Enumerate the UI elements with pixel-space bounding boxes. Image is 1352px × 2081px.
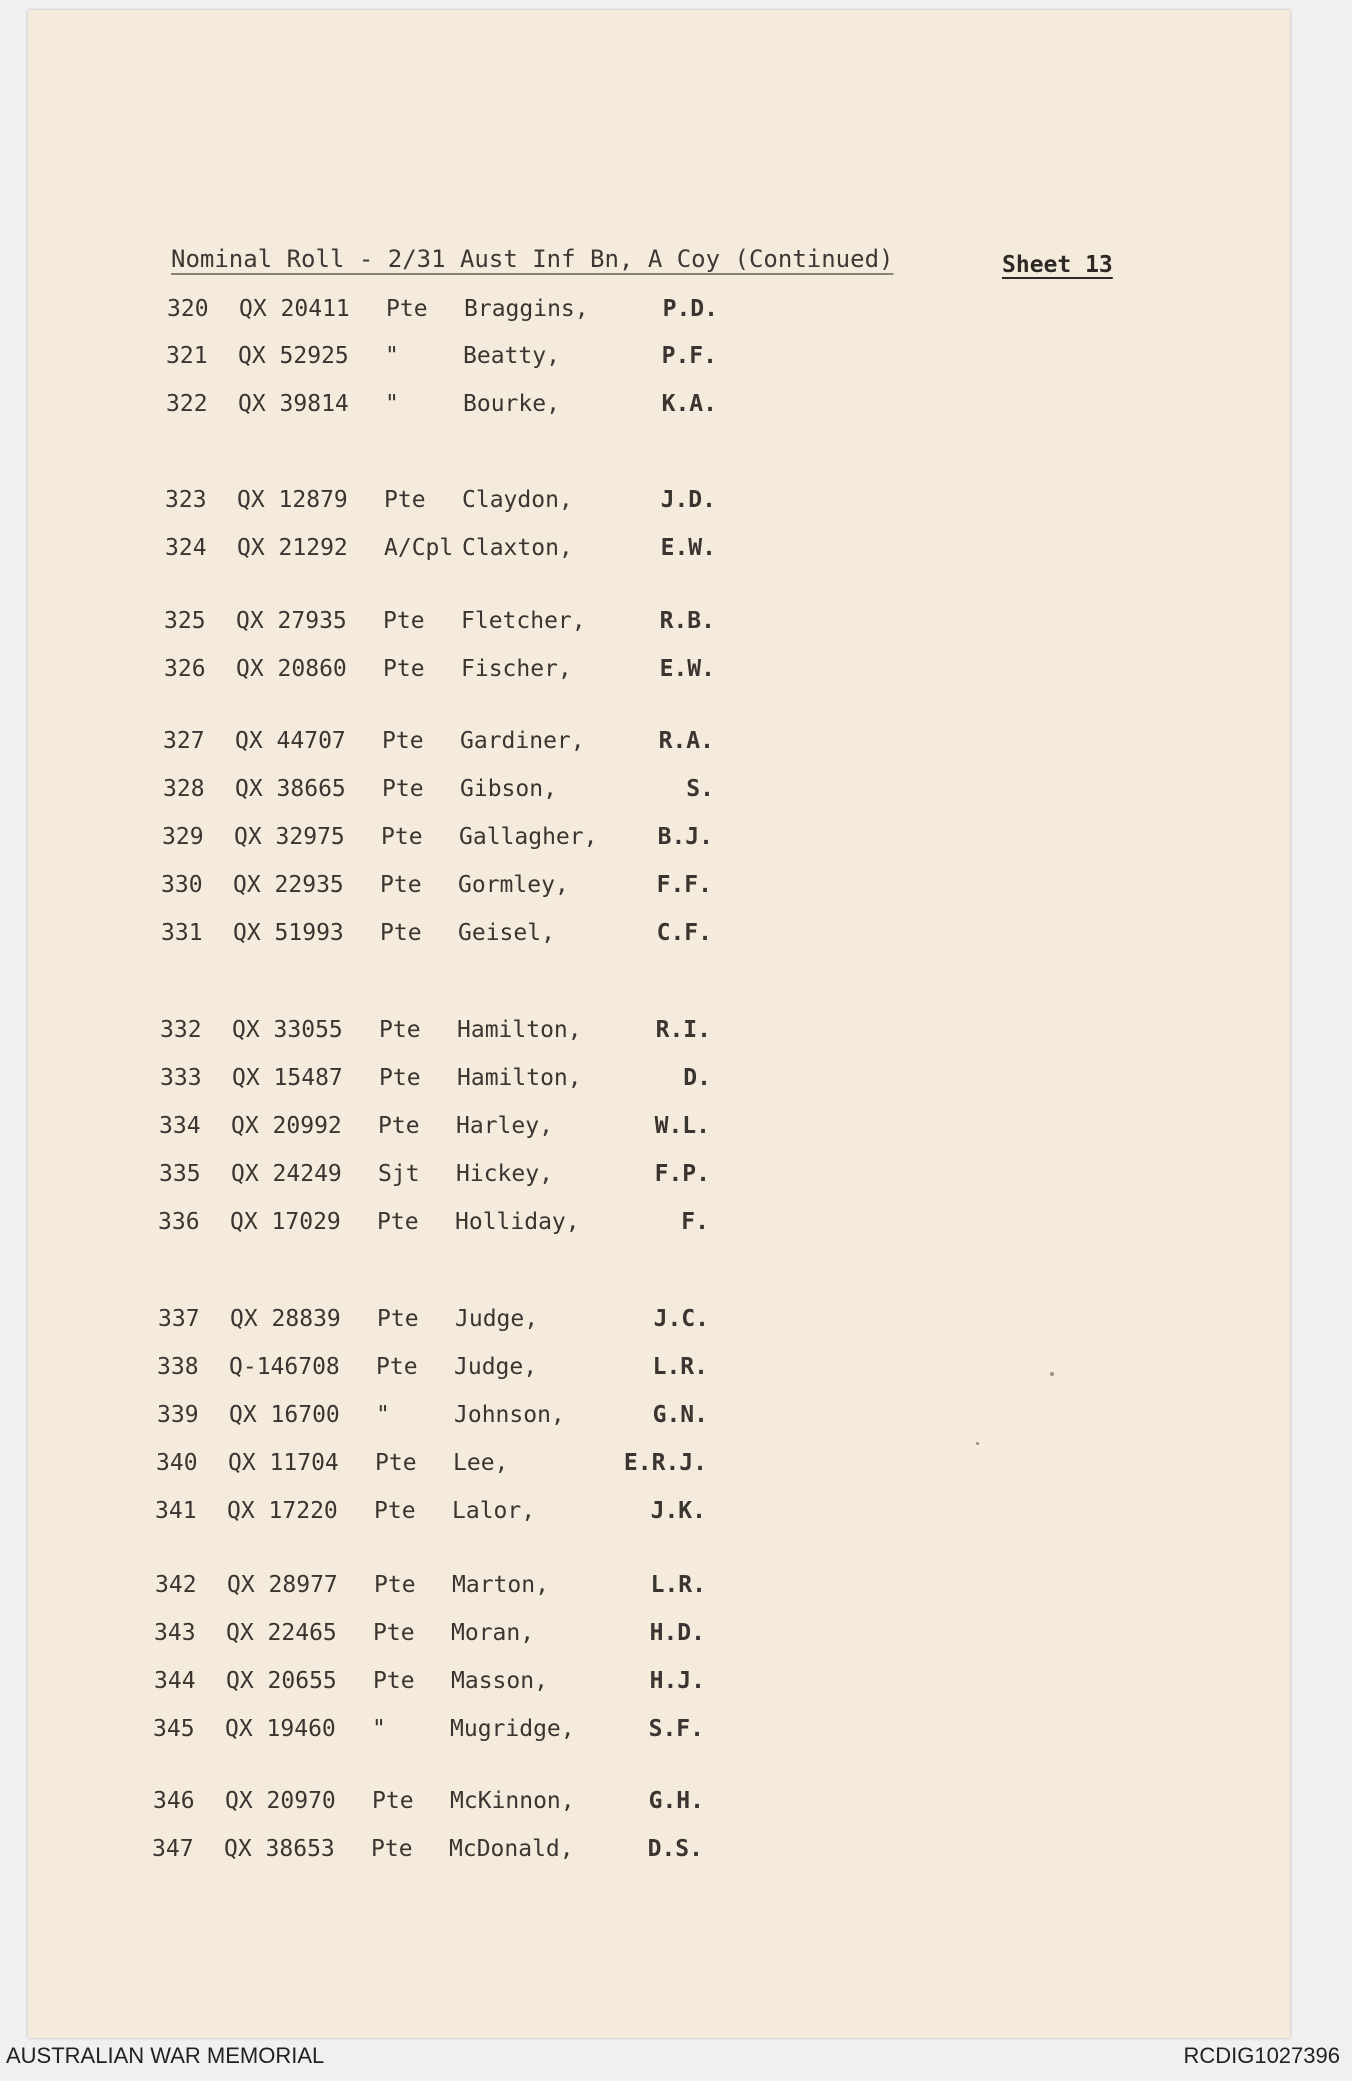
roll-row bbox=[20, 1113, 820, 1147]
initials: D.S. bbox=[647, 1836, 703, 1862]
initials: L.R. bbox=[652, 1354, 708, 1380]
roll-row bbox=[27, 343, 827, 377]
initials: D. bbox=[683, 1065, 711, 1091]
rank: Pte bbox=[382, 776, 424, 802]
surname: Claxton, bbox=[462, 535, 573, 561]
surname: Harley, bbox=[456, 1113, 553, 1139]
surname: McKinnon, bbox=[450, 1788, 575, 1814]
rank: Pte bbox=[375, 1450, 417, 1476]
surname: McDonald, bbox=[449, 1836, 574, 1862]
initials: C.F. bbox=[656, 920, 712, 946]
initials: L.R. bbox=[650, 1572, 706, 1598]
rank: Pte bbox=[371, 1836, 413, 1862]
roll-row bbox=[21, 1065, 821, 1099]
roll-row bbox=[25, 608, 825, 642]
surname: Claydon, bbox=[462, 487, 573, 513]
roll-row bbox=[28, 296, 828, 330]
service-number: QX 20970 bbox=[225, 1788, 336, 1814]
roll-row bbox=[27, 391, 827, 425]
archive-reference: RCDIG1027396 bbox=[1183, 2043, 1340, 2068]
roll-row bbox=[17, 1450, 817, 1484]
roll-row bbox=[19, 1209, 819, 1243]
service-line-number: 347 bbox=[152, 1836, 194, 1862]
initials: R.B. bbox=[659, 608, 715, 634]
service-number: QX 17029 bbox=[230, 1209, 341, 1235]
roll-row bbox=[18, 1402, 818, 1436]
initials: J.C. bbox=[653, 1306, 709, 1332]
service-line-number: 324 bbox=[165, 535, 207, 561]
roll-row bbox=[13, 1836, 813, 1870]
service-line-number: 334 bbox=[159, 1113, 201, 1139]
service-number: QX 38653 bbox=[224, 1836, 335, 1862]
service-line-number: 343 bbox=[154, 1620, 196, 1646]
rank: " bbox=[385, 343, 399, 369]
service-number: QX 17220 bbox=[227, 1498, 338, 1524]
surname: Judge, bbox=[454, 1354, 538, 1380]
service-line-number: 336 bbox=[158, 1209, 200, 1235]
surname: Bourke, bbox=[463, 391, 560, 417]
initials: F.P. bbox=[654, 1161, 710, 1187]
service-number: QX 32975 bbox=[234, 824, 345, 850]
service-number: QX 28839 bbox=[230, 1306, 341, 1332]
roll-row bbox=[14, 1716, 814, 1750]
service-number: QX 38665 bbox=[235, 776, 346, 802]
surname: Moran, bbox=[451, 1620, 535, 1646]
initials: P.F. bbox=[661, 343, 717, 369]
service-number: QX 16700 bbox=[229, 1402, 340, 1428]
service-line-number: 331 bbox=[161, 920, 203, 946]
initials: H.J. bbox=[649, 1668, 705, 1694]
rank: Pte bbox=[379, 1065, 421, 1091]
rank: Pte bbox=[383, 656, 425, 682]
initials: H.D. bbox=[649, 1620, 705, 1646]
roll-row bbox=[15, 1668, 815, 1702]
rank: " bbox=[376, 1402, 390, 1428]
rank: Pte bbox=[373, 1620, 415, 1646]
service-number: QX 27935 bbox=[236, 608, 347, 634]
service-line-number: 335 bbox=[159, 1161, 201, 1187]
service-number: QX 44707 bbox=[235, 728, 346, 754]
service-number: QX 20655 bbox=[226, 1668, 337, 1694]
rank: Pte bbox=[374, 1498, 416, 1524]
surname: Gardiner, bbox=[460, 728, 585, 754]
document-page bbox=[28, 10, 1290, 2038]
service-line-number: 339 bbox=[157, 1402, 199, 1428]
initials: J.D. bbox=[660, 487, 716, 513]
rank: " bbox=[372, 1716, 386, 1742]
rank: Pte bbox=[376, 1354, 418, 1380]
initials: B.J. bbox=[657, 824, 713, 850]
service-line-number: 322 bbox=[166, 391, 208, 417]
rank: Pte bbox=[383, 608, 425, 634]
initials: E.R.J. bbox=[623, 1450, 707, 1476]
initials: W.L. bbox=[654, 1113, 710, 1139]
service-number: QX 22465 bbox=[226, 1620, 337, 1646]
initials: E.W. bbox=[660, 535, 716, 561]
rank: Pte bbox=[380, 872, 422, 898]
initials: G.N. bbox=[652, 1402, 708, 1428]
surname: Marton, bbox=[452, 1572, 549, 1598]
service-number: QX 11704 bbox=[228, 1450, 339, 1476]
service-line-number: 320 bbox=[167, 296, 209, 322]
roll-row bbox=[22, 920, 822, 954]
initials: E.W. bbox=[659, 656, 715, 682]
service-number: QX 20411 bbox=[239, 296, 350, 322]
roll-row bbox=[23, 824, 823, 858]
rank: Sjt bbox=[378, 1161, 420, 1187]
rank: Pte bbox=[379, 1017, 421, 1043]
paper-speck bbox=[1050, 1372, 1054, 1376]
roll-row bbox=[22, 872, 822, 906]
paper-speck bbox=[976, 1442, 979, 1445]
surname: Gallagher, bbox=[459, 824, 598, 850]
roll-row bbox=[26, 535, 826, 569]
service-number: QX 12879 bbox=[237, 487, 348, 513]
surname: Fletcher, bbox=[461, 608, 586, 634]
surname: Geisel, bbox=[458, 920, 555, 946]
rank: Pte bbox=[373, 1668, 415, 1694]
initials: R.A. bbox=[658, 728, 714, 754]
initials: S.F. bbox=[648, 1716, 704, 1742]
archive-credit: AUSTRALIAN WAR MEMORIAL bbox=[6, 2043, 325, 2068]
rank: Pte bbox=[382, 728, 424, 754]
service-line-number: 340 bbox=[156, 1450, 198, 1476]
service-line-number: 338 bbox=[157, 1354, 199, 1380]
surname: Braggins, bbox=[464, 296, 589, 322]
service-line-number: 328 bbox=[163, 776, 205, 802]
roll-row bbox=[19, 1306, 819, 1340]
surname: Beatty, bbox=[463, 343, 560, 369]
roll-row bbox=[21, 1017, 821, 1051]
surname: Holliday, bbox=[455, 1209, 580, 1235]
service-number: QX 22935 bbox=[233, 872, 344, 898]
surname: Johnson, bbox=[454, 1402, 565, 1428]
surname: Hamilton, bbox=[457, 1065, 582, 1091]
service-line-number: 325 bbox=[164, 608, 206, 634]
service-line-number: 330 bbox=[161, 872, 203, 898]
service-line-number: 321 bbox=[166, 343, 208, 369]
service-line-number: 344 bbox=[154, 1668, 196, 1694]
rank: A/Cpl bbox=[384, 535, 454, 561]
roll-row bbox=[15, 1620, 815, 1654]
surname: Gibson, bbox=[460, 776, 557, 802]
initials: F.F. bbox=[656, 872, 712, 898]
service-line-number: 346 bbox=[153, 1788, 195, 1814]
roll-row bbox=[20, 1161, 820, 1195]
service-number: QX 19460 bbox=[225, 1716, 336, 1742]
roll-row bbox=[16, 1572, 816, 1606]
initials: P.D. bbox=[662, 296, 718, 322]
surname: Lee, bbox=[453, 1450, 509, 1476]
rank: Pte bbox=[374, 1572, 416, 1598]
rank: Pte bbox=[381, 824, 423, 850]
initials: S. bbox=[686, 776, 714, 802]
surname: Fischer, bbox=[461, 656, 572, 682]
service-number: QX 28977 bbox=[227, 1572, 338, 1598]
initials: R.I. bbox=[655, 1017, 711, 1043]
rank: Pte bbox=[386, 296, 428, 322]
service-number: QX 21292 bbox=[237, 535, 348, 561]
service-line-number: 332 bbox=[160, 1017, 202, 1043]
rank: " bbox=[385, 391, 399, 417]
sheet-number: Sheet 13 bbox=[1002, 252, 1113, 278]
service-line-number: 329 bbox=[162, 824, 204, 850]
service-line-number: 342 bbox=[155, 1572, 197, 1598]
rank: Pte bbox=[380, 920, 422, 946]
roll-row bbox=[24, 776, 824, 810]
roll-row bbox=[24, 728, 824, 762]
surname: Judge, bbox=[455, 1306, 539, 1332]
rank: Pte bbox=[372, 1788, 414, 1814]
surname: Masson, bbox=[451, 1668, 548, 1694]
rank: Pte bbox=[377, 1209, 419, 1235]
service-line-number: 337 bbox=[158, 1306, 200, 1332]
roll-row bbox=[25, 656, 825, 690]
document-title: Nominal Roll - 2/31 Aust Inf Bn, A Coy (Continued) bbox=[171, 245, 894, 273]
service-number: QX 24249 bbox=[231, 1161, 342, 1187]
service-line-number: 323 bbox=[165, 487, 207, 513]
surname: Mugridge, bbox=[450, 1716, 575, 1742]
roll-row bbox=[16, 1498, 816, 1532]
surname: Gormley, bbox=[458, 872, 569, 898]
surname: Hamilton, bbox=[457, 1017, 582, 1043]
initials: K.A. bbox=[661, 391, 717, 417]
roll-row bbox=[26, 487, 826, 521]
roll-row bbox=[18, 1354, 818, 1388]
service-number: QX 39814 bbox=[238, 391, 349, 417]
initials: G.H. bbox=[648, 1788, 704, 1814]
rank: Pte bbox=[377, 1306, 419, 1332]
surname: Hickey, bbox=[456, 1161, 553, 1187]
initials: J.K. bbox=[650, 1498, 706, 1524]
service-number: Q-146708 bbox=[229, 1354, 340, 1380]
service-number: QX 51993 bbox=[233, 920, 344, 946]
service-line-number: 326 bbox=[164, 656, 206, 682]
rank: Pte bbox=[378, 1113, 420, 1139]
service-number: QX 52925 bbox=[238, 343, 349, 369]
roll-row bbox=[14, 1788, 814, 1822]
service-line-number: 341 bbox=[155, 1498, 197, 1524]
rank: Pte bbox=[384, 487, 426, 513]
service-line-number: 333 bbox=[160, 1065, 202, 1091]
service-line-number: 345 bbox=[153, 1716, 195, 1742]
initials: F. bbox=[681, 1209, 709, 1235]
service-line-number: 327 bbox=[163, 728, 205, 754]
surname: Lalor, bbox=[452, 1498, 536, 1524]
service-number: QX 20992 bbox=[231, 1113, 342, 1139]
service-number: QX 20860 bbox=[236, 656, 347, 682]
service-number: QX 15487 bbox=[232, 1065, 343, 1091]
service-number: QX 33055 bbox=[232, 1017, 343, 1043]
